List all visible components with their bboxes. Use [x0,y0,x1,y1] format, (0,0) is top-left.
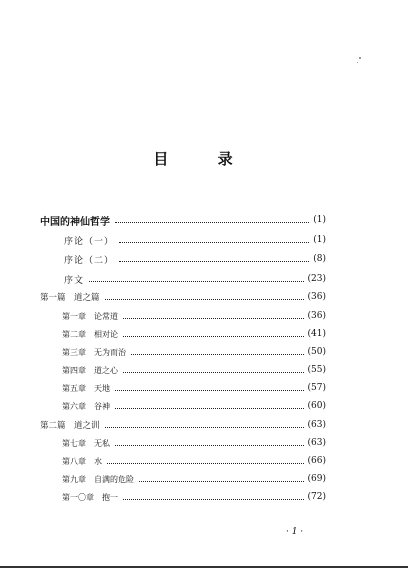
toc-entry-page: (55) [307,365,326,375]
toc-entry[interactable] [62,343,326,361]
dot-leader [115,221,309,223]
toc-entry[interactable] [62,434,326,452]
toc-entry-page: (36) [307,311,326,321]
toc-entry-page: (8) [313,254,326,264]
toc-entry-label: 第六章 谷神 [62,401,110,411]
toc-entry-label: 序论（一） [64,236,115,247]
toc-entry[interactable] [64,250,326,268]
toc-entry-page: (57) [307,383,326,393]
toc-entry-page: (69) [307,474,326,484]
toc-entry-label: 第五章 天地 [62,383,110,393]
toc-entry-label: 序论（二） [64,255,115,266]
dot-leader [123,371,304,373]
dot-leader [119,260,309,262]
dot-leader [139,480,304,482]
toc-entry-page: (1) [313,215,326,225]
toc-entry[interactable] [62,470,326,488]
toc-entry-label: 第一章 论常道 [62,311,118,321]
toc-title: 目 录 [153,150,255,168]
toc-entry[interactable] [62,397,326,415]
toc-entry[interactable] [64,231,326,249]
toc-entry-page: (41) [307,329,326,339]
bottom-scan-edge [0,566,408,568]
dot-leader [123,498,304,500]
dot-leader [115,444,304,446]
dot-leader [115,389,304,391]
toc-entry[interactable] [64,270,326,288]
dot-leader [123,335,304,337]
toc-entry[interactable] [40,416,326,434]
toc-entry-label: 序文 [64,275,85,286]
toc-entry[interactable] [62,307,326,325]
toc-entry[interactable] [62,379,326,397]
page-number: · 1 · [286,527,304,537]
scan-speck [359,57,361,59]
toc-entry-label: 第四章 道之心 [62,365,118,375]
scan-speck [357,62,358,63]
toc-entry-label: 中国的神仙哲学 [40,216,110,228]
dot-leader [107,462,304,464]
toc-entry-label: 第七章 无私 [62,438,110,448]
toc-entry-page: (63) [307,438,326,448]
dot-leader [105,298,304,300]
dot-leader [123,317,304,319]
dot-leader [131,353,304,355]
dot-leader [89,280,304,282]
toc-entry-page: (23) [307,274,326,284]
dot-leader [105,426,304,428]
toc-entry-label: 第一〇章 抱一 [62,492,118,502]
toc-entry-page: (72) [307,492,326,502]
toc-entry-label: 第一篇 道之篇 [40,293,100,303]
toc-entry-page: (60) [307,401,326,411]
toc-entry-label: 第二章 相对论 [62,329,118,339]
toc-entry-page: (66) [307,456,326,466]
toc-entry[interactable] [62,361,326,379]
toc-entry-label: 第九章 自满的危险 [62,474,134,484]
toc-entry[interactable] [62,452,326,470]
dot-leader [119,241,309,243]
toc-entry-page: (50) [307,347,326,357]
toc-entry-label: 第八章 水 [62,456,102,466]
toc-entry-page: (63) [307,420,326,430]
toc-entry[interactable] [62,325,326,343]
toc-entry[interactable] [40,211,326,229]
toc-entry[interactable] [40,288,326,306]
toc-entry-page: (1) [313,235,326,245]
dot-leader [115,407,304,409]
toc-entry-label: 第二篇 道之训 [40,421,100,431]
toc-entry-page: (36) [307,292,326,302]
toc-entry[interactable] [62,488,326,506]
toc-entry-label: 第三章 无为而治 [62,347,126,357]
